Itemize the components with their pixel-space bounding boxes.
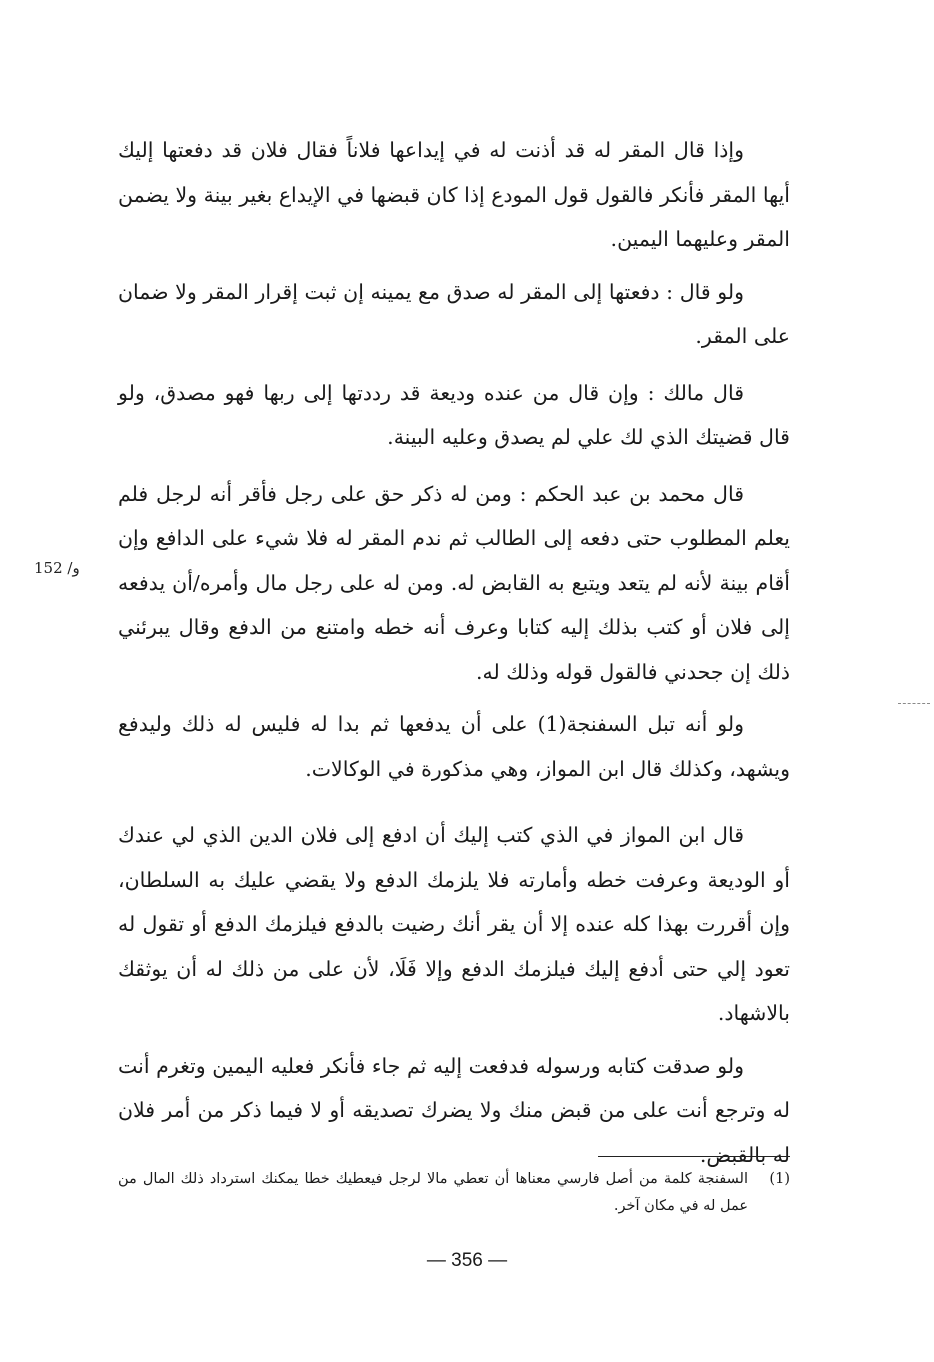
main-text — [118, 128, 790, 1177]
paragraph-2: ولو قال : دفعتها إلى المقر له صدق مع يمينه إن ثبت إقرار المقر ولا ضمان على المقر. — [118, 279, 790, 348]
paragraph-5: ولو أنه تبل السفنجة(1) على أن يدفعها ثم بدا له فليس له ذلك وليدفع ويشهد، وكذلك قال ابن المواز، وهي مذكورة في الوكالات. — [118, 712, 790, 781]
footnote-marker: (1) — [769, 1171, 790, 1187]
paragraph-7: ولو صدقت كتابه ورسوله فدفعت إليه ثم جاء فأنكر فعليه اليمين وتغرم أنت له وترجع أنت على من قبض منك ولا يضرك تصديقه أو لا فيما ذكر من أمر فلان له بالقبض. — [118, 1053, 790, 1167]
page-number: — 356 — — [426, 1250, 508, 1271]
margin-mark — [898, 703, 930, 704]
paragraph-3: قال مالك : وإن قال من عنده وديعة قد رددتها إلى ربها فهو مصدق، ولو قال قضيتك الذي لك علي لم يصدق وعليه البينة. — [118, 380, 790, 449]
folio-margin-note: 152 /و — [34, 559, 80, 577]
footnote-text: السفنجة كلمة من أصل فارسي معناها أن تعطي مالا لرجل فيعطيك خطا يمكنك استرداد ذلك المال من عمل له في مكان آخر. — [118, 1171, 748, 1214]
footnote — [118, 1166, 790, 1220]
paragraph-4: قال محمد بن عبد الحكم : ومن له ذكر حق على رجل فأقر أنه لرجل فلم يعلم المطلوب حتى دفعه إلى الطالب ثم ندم المقر له فلا شيء على الدافع وإن أقام بينة لأنه لم يتعد ويتبع به القابض له. ومن له على رجل مال وأمره/أن يدفعه إلى فلان أو كتب بذلك إليه كتابا وعرف أنه خطه وامتنع من الدفع وقال يبرئني ذلك إن جحدني فالقول قوله وذلك له. — [118, 481, 790, 684]
paragraph-1: وإذا قال المقر له قد أذنت له في إيداعها فلاناً فقال فلان قد دفعتها إليك أيها المقر فأنكر فالقول قول المودع إذا كان قبضها في الإيداع بغير بينة ولا يضمن المقر وعليهما اليمين. — [118, 138, 790, 251]
footnote-divider — [598, 1156, 790, 1157]
paragraph-6: قال ابن المواز في الذي كتب إليك أن ادفع إلى فلان الدين الذي لي عندك أو الوديعة وعرفت خطه وأمارته فلا يلزمك الدفع ولا يقضي عليك به السلطان، وإن أقررت بهذا كله عنده إلا أن يقر أنك رضيت بالدفع فيلزمك الدفع أو تقول له تعود إلي حتى أدفع إليك فيلزمك الدفع وإلا فَلَا، لأن على من ذلك له أن يوثقك بالاشهاد. — [118, 823, 790, 1025]
